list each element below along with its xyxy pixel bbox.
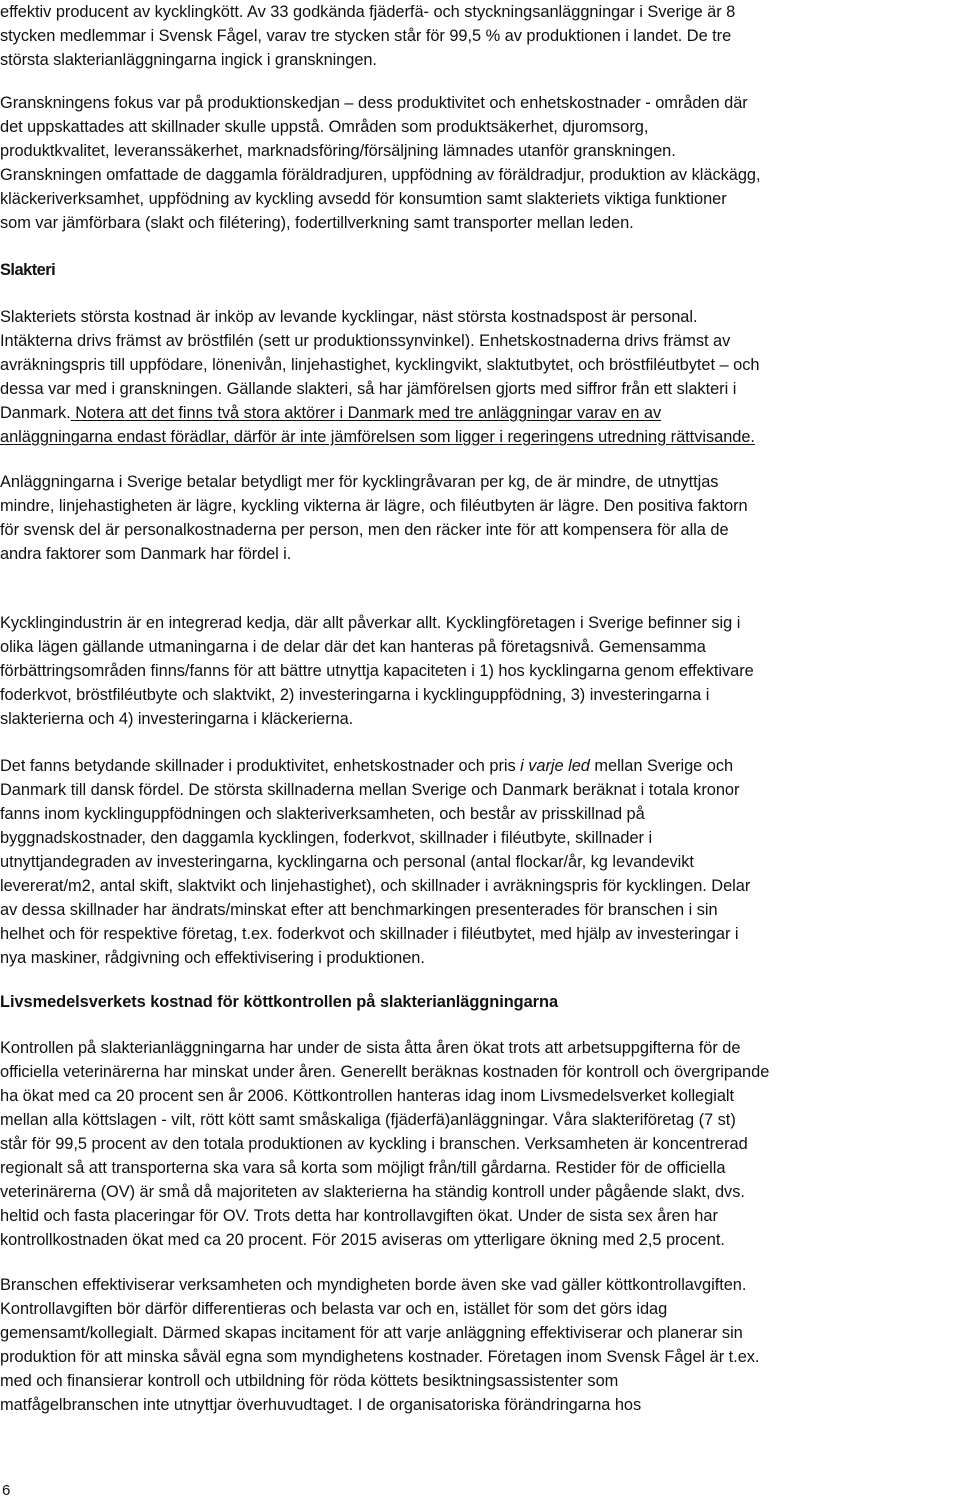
text-line: största slakterianläggningarna ingick i granskningen. bbox=[0, 51, 377, 69]
text-line: produktion för att minska såväl egna som myndighetens kostnader. Företagen inom Svensk Fågel är t.ex. bbox=[0, 1348, 760, 1366]
section-heading-livsmedelsverket: Livsmedelsverkets kostnad för köttkontrollen på slakterianläggningarna bbox=[0, 993, 559, 1011]
paragraph-meat-control bbox=[0, 1036, 960, 1252]
emphasis-text: i varje led bbox=[520, 757, 590, 775]
text-line: olika lägen gällande utmaningarna i de delar där det kan hanteras på företagsnivå. Gemensamma bbox=[0, 638, 706, 656]
text-line: helhet och för respektive företag, t.ex. foderkvot och skillnader i filéutbytet, med hjälp av investeringar i bbox=[0, 925, 739, 943]
text-line bbox=[0, 115, 960, 139]
text-line: för svensk del är personalkostnaderna per person, men den räcker inte för att kompensera för alla de bbox=[0, 521, 729, 539]
text-line: utnyttjandegraden av investeringarna, kycklingarna och personal (antal flockar/år, kg levandevikt bbox=[0, 853, 694, 871]
text-segment: Det fanns betydande skillnader i produktivitet, enhetskostnader och pris bbox=[0, 757, 521, 775]
text-line: slakterierna och 4) investeringarna i kläckerierna. bbox=[0, 710, 354, 728]
paragraph-scope bbox=[0, 91, 960, 235]
text-line: som var jämförbara (slakt och filétering), fodertillverkning samt transporter mellan leden. bbox=[0, 214, 634, 232]
paragraph-differences bbox=[0, 754, 960, 970]
text-line: med och finansierar kontroll och utbildning för röda köttets besiktningsassistenter som bbox=[0, 1372, 619, 1390]
text-line: förbättringsområden finns/fanns för att bättre utnyttja kapaciteten i 1) hos kycklingarna genom effektivare bbox=[0, 662, 754, 680]
text-segment: dessa var med i granskningen. bbox=[0, 380, 223, 398]
text-segment: Gällande slakteri, så har jämförelsen gjorts med siffror från ett slakteri i bbox=[222, 380, 737, 398]
text-line: foderkvot, bröstfiléutbyte och slaktvikt, 2) investeringarna i kycklinguppfödning, 3) investeringarna i bbox=[0, 686, 710, 704]
paragraph-intro bbox=[0, 0, 960, 72]
text-line: Slakteriets största kostnad är inköp av levande kycklingar, näst största kostnadspost är personal. bbox=[0, 308, 698, 326]
text-segment: Områden som produktsäkerhet, djuromsorg, bbox=[324, 118, 649, 136]
text-line: heltid och fasta placeringar för OV. Trots detta har kontrollavgiften ökat. Under de sista sex åren har bbox=[0, 1207, 718, 1225]
text-segment: Enhetskostnaderna drivs främst av bbox=[474, 332, 731, 350]
text-line: veterinärerna (OV) är små då majoriteten av slakterierna ha ständig kontroll under pågående slakt, dvs. bbox=[0, 1183, 745, 1201]
text-line: avräkningspris till uppfödare, lönenivån, linjehastighet, kycklingvikt, slaktutbytet, och bröstfiléutbytet – och bbox=[0, 356, 760, 374]
text-line: ha ökat med ca 20 procent sen år 2006. Köttkontrollen hanteras idag inom Livsmedelsverket kollegialt bbox=[0, 1087, 735, 1105]
text-segment: Intäkterna drivs främst av bröstfilén (sett ur produktionssynvinkel). bbox=[0, 332, 475, 350]
text-line: stycken medlemmar i Svensk Fågel, varav tre stycken står för 99,5 % av produktionen i landet. De tre bbox=[0, 27, 732, 45]
text-segment: mellan Sverige och bbox=[589, 757, 734, 775]
underlined-note: Notera att det finns två stora aktörer i Danmark med tre anläggningar varav en av bbox=[70, 404, 662, 422]
paragraph-integrated-chain bbox=[0, 611, 960, 731]
text-segment: Danmark. bbox=[0, 404, 71, 422]
underlined-note: anläggningarna endast förädlar, därför är inte jämförelsen som ligger i regeringens utredning rättvisande. bbox=[0, 428, 755, 446]
text-line: mellan alla köttslagen - vilt, rött kött samt småskaliga (fjäderfä)anläggningar. Våra slakteriföretag (7 st) bbox=[0, 1111, 736, 1129]
text-line: effektiv producent av kycklingkött. Av 33 godkända fjäderfä- och styckningsanläggningar i Sverige är 8 bbox=[0, 3, 736, 21]
text-line: kläckeriverksamhet, uppfödning av kyckling avsedd för konsumtion samt slakteriets viktiga funktioner bbox=[0, 190, 727, 208]
text-line: av dessa skillnader har ändrats/minskat efter att benchmarkingen presenterades för branschen i sin bbox=[0, 901, 718, 919]
page-number: 6 bbox=[2, 1482, 11, 1499]
paragraph-slakteri bbox=[0, 305, 960, 449]
text-line: står för 99,5 procent av den totala produktionen av kyckling i branschen. Verksamheten är koncentrerad bbox=[0, 1135, 748, 1153]
text-line: officiella veterinärerna har minskat under åren. Generellt beräknas kostnaden för kontroll och övergripande bbox=[0, 1063, 770, 1081]
text-line: Branschen effektiviserar verksamheten och myndigheten borde även ske vad gäller köttkontrollavgiften. bbox=[0, 1276, 747, 1294]
text-segment: det uppskattades att skillnader skulle uppstå. bbox=[0, 118, 325, 136]
text-line: Kycklingindustrin är en integrerad kedja, där allt påverkar allt. Kycklingföretagen i Sverige befinner sig i bbox=[0, 614, 741, 632]
text-line: matfågelbranschen inte utnyttjar överhuvudtaget. I de organisatoriska förändringarna hos bbox=[0, 1396, 642, 1414]
text-line: fanns inom kycklinguppfödningen och slakteriverksamheten, och består av prisskillnad på bbox=[0, 805, 645, 823]
text-line: andra faktorer som Danmark har fördel i. bbox=[0, 545, 292, 563]
text-line: Kontrollavgiften bör därför differentieras och belasta var och en, istället för som det görs idag bbox=[0, 1300, 668, 1318]
text-line: nya maskiner, rådgivning och effektivisering i produktionen. bbox=[0, 949, 425, 967]
text-line bbox=[0, 377, 960, 401]
text-line: gemensamt/kollegialt. Därmed skapas incitament för att varje anläggning effektiviserar och planerar sin bbox=[0, 1324, 743, 1342]
text-line: Granskningens fokus var på produktionskedjan – dess produktivitet och enhetskostnader - områden där bbox=[0, 94, 748, 112]
text-line: regionalt så att transporterna ska vara så korta som möjligt från/till gårdarna. Restider för de officiella bbox=[0, 1159, 726, 1177]
text-line: Granskningen omfattade de daggamla föräldradjuren, uppfödning av föräldradjur, produktion av kläckägg, bbox=[0, 166, 761, 184]
text-line bbox=[0, 401, 960, 425]
text-line: Danmark till dansk fördel. De största skillnaderna mellan Sverige och Danmark beräknat i totala kronor bbox=[0, 781, 740, 799]
text-line: Anläggningarna i Sverige betalar betydligt mer för kycklingråvaran per kg, de är mindre, de utnyttjas bbox=[0, 473, 719, 491]
text-line: Kontrollen på slakterianläggningarna har under de sista åtta åren ökat trots att arbetsuppgifterna för de bbox=[0, 1039, 741, 1057]
text-line: kontrollkostnaden ökat med ca 20 procent. För 2015 aviseras om ytterligare ökning med 2,5 procent. bbox=[0, 1231, 725, 1249]
paragraph-industry-efficiency bbox=[0, 1273, 960, 1417]
text-line: mindre, linjehastigheten är lägre, kyckling vikterna är lägre, och filéutbyten är lägre. Den positiva faktorn bbox=[0, 497, 748, 515]
text-line bbox=[0, 754, 960, 778]
text-line: byggnadskostnader, den daggamla kycklingen, foderkvot, skillnader i filéutbyte, skillnader i bbox=[0, 829, 653, 847]
paragraph-comparison bbox=[0, 470, 960, 566]
text-line bbox=[0, 329, 960, 353]
text-line: levererat/m2, antal skift, slaktvikt och linjehastighet), och skillnader i avräkningspris för kycklingen. Delar bbox=[0, 877, 751, 895]
section-heading-slakteri: Slakteri bbox=[0, 261, 56, 279]
text-line: produktkvalitet, leveranssäkerhet, marknadsföring/försäljning lämnades utanför granskningen. bbox=[0, 142, 676, 160]
